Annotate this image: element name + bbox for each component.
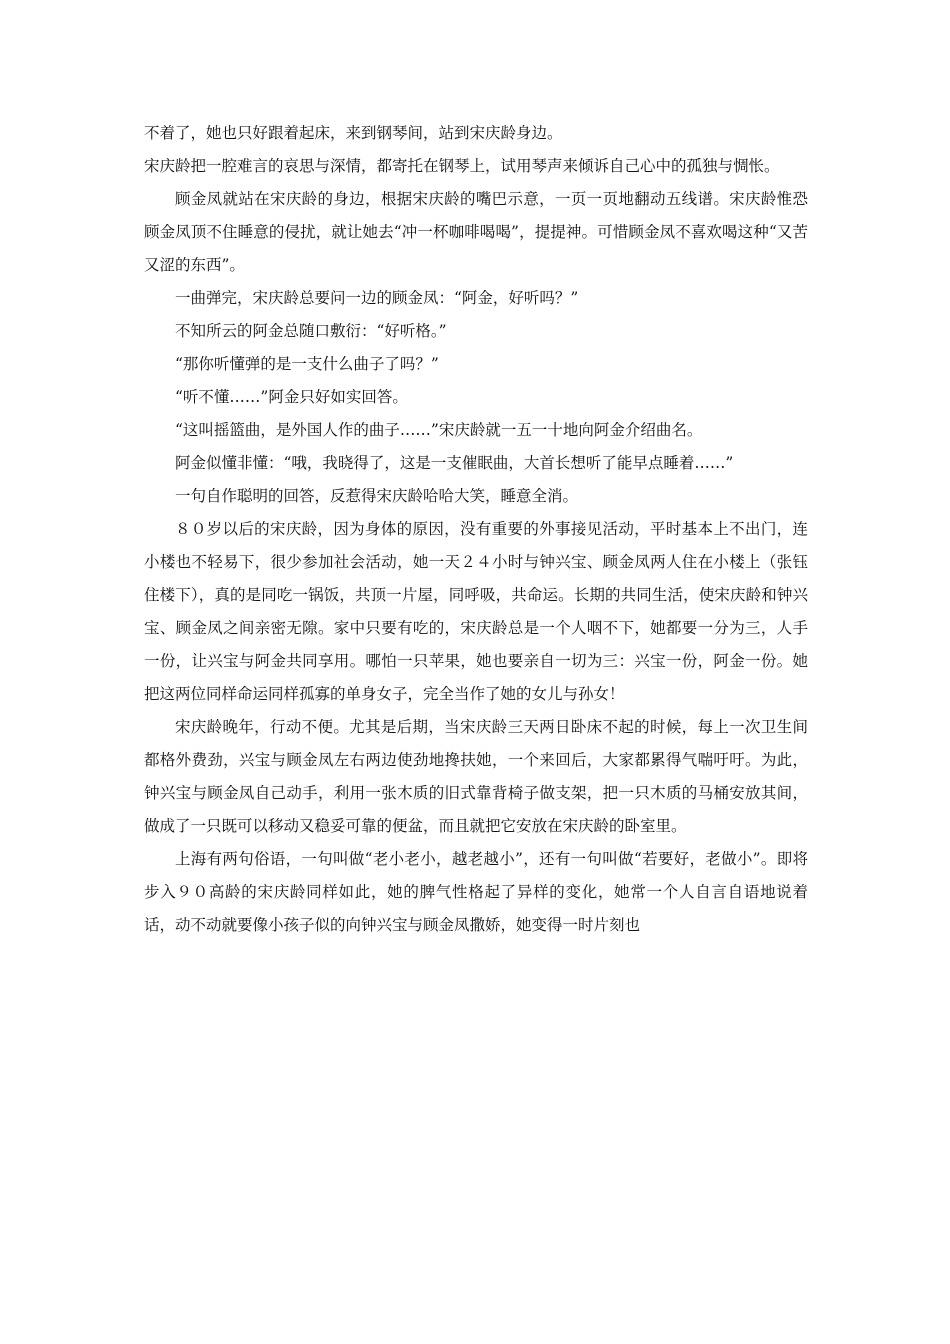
body-text — [144, 117, 808, 942]
paragraph-10: 一句自作聪明的回答，反惹得宋庆龄哈哈大笑，睡意全消。 — [175, 487, 579, 505]
paragraph-8: “这叫摇篮曲，是外国人作的曲子……”宋庆龄就一五一十地向阿金介绍曲名。 — [175, 421, 703, 439]
paragraph-6: “那你听懂弹的是一支什么曲子了吗？” — [175, 355, 439, 373]
paragraph-12: 宋庆龄晚年，行动不便。尤其是后期，当宋庆龄三天两日卧床不起的时候，每上一次卫生间都格外费劲，兴宝与顾金凤左右两边使劲地搀扶她，一个来回后，大家都累得气喘吁吁。为此，钟兴宝与顾金凤自己动手，利用一张木质的旧式靠背椅子做支架，把一只木质的马桶安放其间，做成了一只既可以移动又稳妥可靠的便盆，而且就把它安放在宋庆龄的卧室里。 — [144, 718, 808, 835]
paragraph-2: 宋庆龄把一腔难言的哀思与深情，都寄托在钢琴上，试用琴声来倾诉自己心中的孤独与惆怅。 — [144, 157, 780, 175]
paragraph-1: 不着了，她也只好跟着起床，来到钢琴间，站到宋庆龄身边。 — [144, 124, 563, 142]
paragraph-13: 上海有两句俗语，一句叫做“老小老小，越老越小”，还有一句叫做“若要好，老做小”。即将步入９０高龄的宋庆龄同样如此，她的脾气性格起了异样的变化，她常一个人自言自语地说着话，动不动就要像小孩子似的向钟兴宝与顾金凤撒娇，她变得一时片刻也 — [144, 850, 808, 934]
paragraph-11: ８０岁以后的宋庆龄，因为身体的原因，没有重要的外事接见活动，平时基本上不出门，连小楼也不轻易下，很少参加社会活动，她一天２４小时与钟兴宝、顾金凤两人住在小楼上（张钰住楼下），真的是同吃一锅饭，共顶一片屋，同呼吸，共命运。长期的共同生活，使宋庆龄和钟兴宝、顾金凤之间亲密无隙。家中只要有吃的，宋庆龄总是一个人咽不下，她都要一分为三，人手一份，让兴宝与阿金共同享用。哪怕一只苹果，她也要亲自一切为三：兴宝一份，阿金一份。她把这两位同样命运同样孤寡的单身女子，完全当作了她的女儿与孙女！ — [144, 520, 808, 703]
paragraph-7: “听不懂……”阿金只好如实回答。 — [175, 388, 408, 406]
paragraph-3: 顾金凤就站在宋庆龄的身边，根据宋庆龄的嘴巴示意，一页一页地翻动五线谱。宋庆龄惟恐顾金凤顶不住睡意的侵扰，就让她去“冲一杯咖啡喝喝”，提提神。可惜顾金凤不喜欢喝这种“又苦又涩的东西”。 — [144, 190, 808, 274]
paragraph-5: 不知所云的阿金总随口敷衍：“好听格。” — [175, 322, 447, 340]
paragraph-4: 一曲弹完，宋庆龄总要问一边的顾金凤：“阿金，好听吗？” — [175, 289, 579, 307]
paragraph-9: 阿金似懂非懂：“哦，我晓得了，这是一支催眠曲，大首长想听了能早点睡着……” — [175, 454, 734, 472]
